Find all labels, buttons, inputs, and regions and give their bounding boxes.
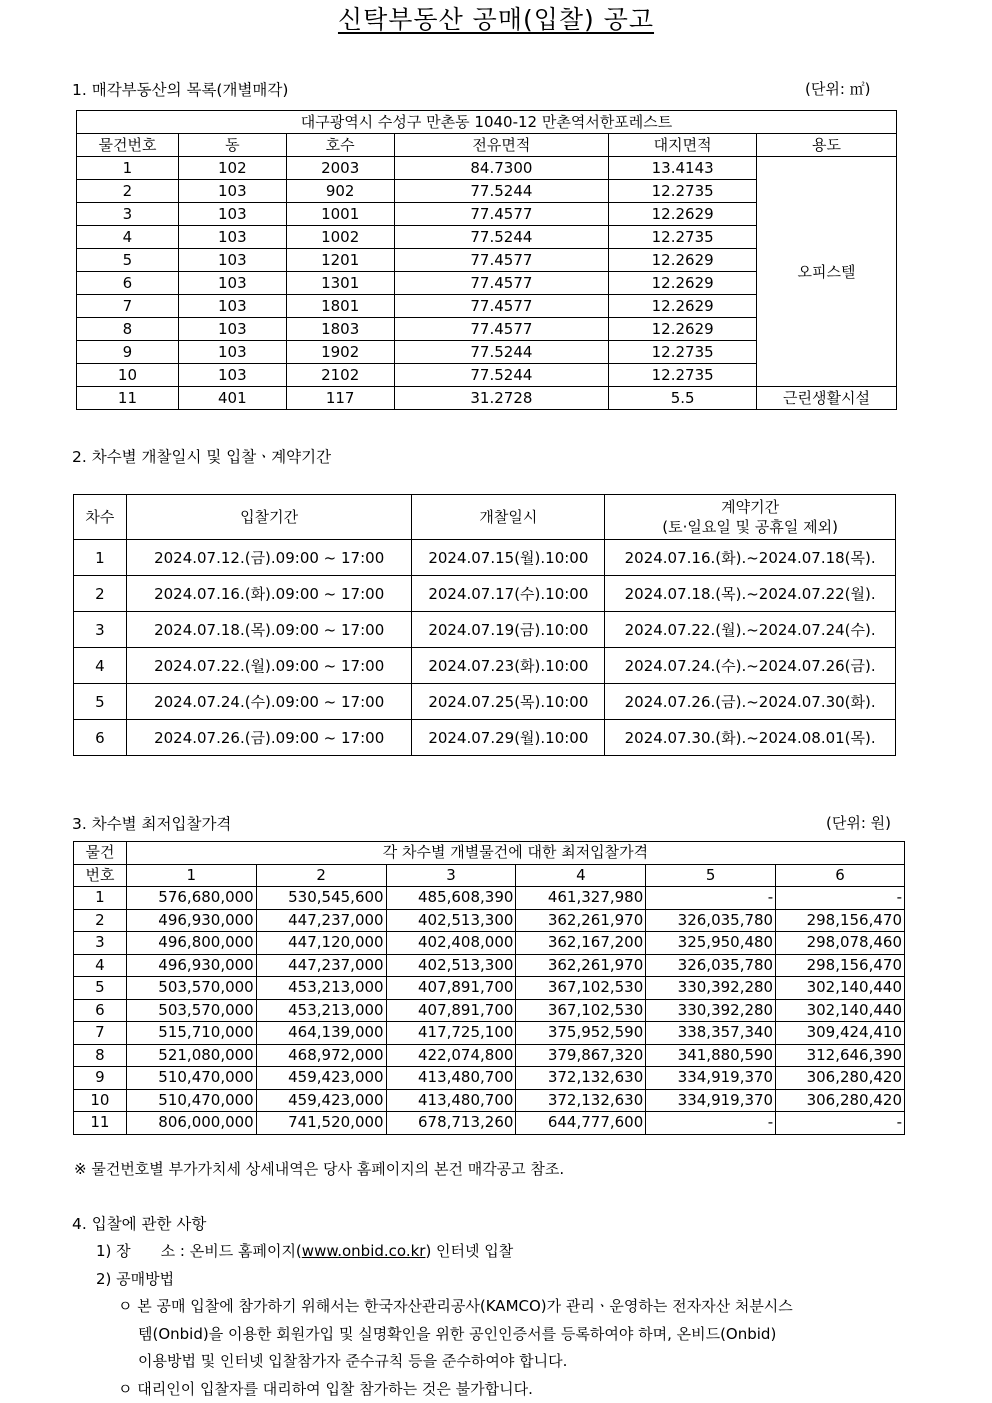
item-number: 6 (74, 999, 127, 1022)
table-row (74, 720, 896, 756)
table-row (74, 684, 896, 720)
table-cell: 84.7300 (394, 157, 609, 180)
table-cell: 4 (77, 226, 179, 249)
price-cell: - (646, 1112, 776, 1135)
table-row (74, 1089, 905, 1112)
header-item-1: 물건 (74, 842, 127, 865)
item-number: 4 (74, 954, 127, 977)
price-cell: 447,237,000 (256, 909, 386, 932)
table-cell: 2024.07.24.(수).~2024.07.26(금). (605, 648, 896, 684)
price-cell: 496,800,000 (126, 932, 256, 955)
price-cell: 417,725,100 (386, 1022, 516, 1045)
table-cell: 7 (77, 295, 179, 318)
table-cell: 12.2629 (609, 295, 757, 318)
table-cell: 1301 (286, 272, 394, 295)
section3-unit: (단위: 원) (826, 814, 891, 832)
price-cell: 503,570,000 (126, 977, 256, 1000)
column-header: 용도 (757, 134, 897, 157)
section2-heading: 2. 차수별 개찰일시 및 입찰ㆍ계약기간 (72, 448, 332, 466)
price-table (73, 841, 905, 1135)
price-cell: 453,213,000 (256, 977, 386, 1000)
table-cell: 8 (77, 318, 179, 341)
column-header: 동 (178, 134, 286, 157)
price-cell: 298,156,470 (776, 909, 905, 932)
table-cell: 6 (74, 720, 127, 756)
price-cell: 503,570,000 (126, 999, 256, 1022)
column-header: 물건번호 (77, 134, 179, 157)
table-row (74, 909, 905, 932)
price-cell: 510,470,000 (126, 1089, 256, 1112)
table-row (77, 387, 897, 410)
table-cell: 13.4143 (609, 157, 757, 180)
section1-heading: 1. 매각부동산의 목록(개별매각) (72, 81, 289, 99)
price-cell: 521,080,000 (126, 1044, 256, 1067)
price-cell: 530,545,600 (256, 887, 386, 910)
item-number: 10 (74, 1089, 127, 1112)
table-cell: 10 (77, 364, 179, 387)
round-header: 1 (126, 864, 256, 887)
table-cell: 12.2629 (609, 272, 757, 295)
item-number: 8 (74, 1044, 127, 1067)
price-cell: 367,102,530 (516, 977, 646, 1000)
table-cell: 2024.07.26.(금).~2024.07.30(화). (605, 684, 896, 720)
table-cell: 77.5244 (394, 180, 609, 203)
header-opening: 개찰일시 (412, 495, 605, 540)
price-cell: 510,470,000 (126, 1067, 256, 1090)
price-cell: 362,167,200 (516, 932, 646, 955)
round-header: 2 (256, 864, 386, 887)
use-retail-cell: 근린생활시설 (757, 387, 897, 410)
table-cell: 12.2735 (609, 180, 757, 203)
table-cell: 117 (286, 387, 394, 410)
table-cell: 77.4577 (394, 249, 609, 272)
table-cell: 77.5244 (394, 226, 609, 249)
price-cell: 413,480,700 (386, 1067, 516, 1090)
price-cell: 413,480,700 (386, 1089, 516, 1112)
table-cell: 103 (178, 249, 286, 272)
table-cell: 103 (178, 272, 286, 295)
table-cell: 103 (178, 364, 286, 387)
schedule-table (73, 494, 896, 756)
round-header: 4 (516, 864, 646, 887)
table-cell: 2024.07.19(금).10:00 (412, 612, 605, 648)
table-cell: 12.2629 (609, 318, 757, 341)
price-cell: 407,891,700 (386, 999, 516, 1022)
table-cell: 2024.07.18.(목).~2024.07.22(월). (605, 576, 896, 612)
price-cell: - (776, 1112, 905, 1135)
price-cell: 302,140,440 (776, 977, 905, 1000)
price-cell: 741,520,000 (256, 1112, 386, 1135)
price-cell: 330,392,280 (646, 999, 776, 1022)
section4-heading: 4. 입찰에 관한 사항 (72, 1215, 207, 1233)
table-cell: 2024.07.26.(금).09:00 ~ 17:00 (126, 720, 412, 756)
table-row (77, 157, 897, 180)
table-cell: 1801 (286, 295, 394, 318)
item-number: 7 (74, 1022, 127, 1045)
item-number: 2 (74, 909, 127, 932)
table-row (74, 1112, 905, 1135)
price-cell: 464,139,000 (256, 1022, 386, 1045)
round-header: 3 (386, 864, 516, 887)
table-cell: 77.5244 (394, 341, 609, 364)
header-span: 각 차수별 개별물건에 대한 최저입찰가격 (126, 842, 904, 865)
table-row (74, 887, 905, 910)
price-cell: 422,074,800 (386, 1044, 516, 1067)
table-row (74, 954, 905, 977)
table-cell: 4 (74, 648, 127, 684)
table-row (74, 932, 905, 955)
section3-heading: 3. 차수별 최저입찰가격 (72, 815, 232, 833)
price-cell: 298,156,470 (776, 954, 905, 977)
table-cell: 1902 (286, 341, 394, 364)
table-cell: 401 (178, 387, 286, 410)
table-cell: 103 (178, 341, 286, 364)
table-row (74, 576, 896, 612)
round-header: 6 (776, 864, 905, 887)
table-row (74, 1067, 905, 1090)
bid-method: 2) 공매방법 (96, 1270, 175, 1288)
price-cell: 447,237,000 (256, 954, 386, 977)
table-cell: 2024.07.16.(화).~2024.07.18(목). (605, 540, 896, 576)
price-cell: 576,680,000 (126, 887, 256, 910)
bid-place (96, 1240, 513, 1261)
price-cell: 468,972,000 (256, 1044, 386, 1067)
header-round: 차수 (74, 495, 127, 540)
table-cell: 77.4577 (394, 203, 609, 226)
table-row (74, 612, 896, 648)
price-cell: 372,132,630 (516, 1089, 646, 1112)
table-cell: 2024.07.12.(금).09:00 ~ 17:00 (126, 540, 412, 576)
table-cell: 2024.07.16.(화).09:00 ~ 17:00 (126, 576, 412, 612)
price-cell: 338,357,340 (646, 1022, 776, 1045)
table-cell: 12.2629 (609, 249, 757, 272)
price-cell: 447,120,000 (256, 932, 386, 955)
table-cell: 2 (74, 576, 127, 612)
header-contract (605, 495, 896, 540)
table-cell: 1803 (286, 318, 394, 341)
header-item-2: 번호 (74, 864, 127, 887)
table-cell: 103 (178, 318, 286, 341)
table-cell: 3 (77, 203, 179, 226)
bid-place-suffix: ) 인터넷 입찰 (425, 1242, 514, 1260)
price-cell: 330,392,280 (646, 977, 776, 1000)
table-cell: 77.4577 (394, 272, 609, 295)
table-row (74, 540, 896, 576)
table-cell: 2024.07.15(월).10:00 (412, 540, 605, 576)
price-cell: 379,867,320 (516, 1044, 646, 1067)
table-row (74, 648, 896, 684)
table-cell: 102 (178, 157, 286, 180)
table-cell: 2 (77, 180, 179, 203)
table-cell: 77.5244 (394, 364, 609, 387)
table-cell: 103 (178, 295, 286, 318)
table-cell: 902 (286, 180, 394, 203)
header-bid-period: 입찰기간 (126, 495, 412, 540)
table-cell: 9 (77, 341, 179, 364)
price-cell: 402,513,300 (386, 954, 516, 977)
table-row (74, 977, 905, 1000)
price-cell: 334,919,370 (646, 1089, 776, 1112)
price-cell: 806,000,000 (126, 1112, 256, 1135)
header-contract-line1: 계약기간 (721, 498, 780, 516)
price-cell: 515,710,000 (126, 1022, 256, 1045)
price-cell: 407,891,700 (386, 977, 516, 1000)
price-cell: 372,132,630 (516, 1067, 646, 1090)
price-cell: 402,513,300 (386, 909, 516, 932)
onbid-link[interactable]: www.onbid.co.kr (301, 1242, 426, 1260)
vat-note: ※ 물건번호별 부가가치세 상세내역은 당사 홈페이지의 본건 매각공고 참조. (74, 1160, 565, 1178)
table-cell: 1 (77, 157, 179, 180)
price-cell: 334,919,370 (646, 1067, 776, 1090)
page-title: 신탁부동산 공매(입찰) 공고 (337, 5, 655, 34)
header-contract-line2: (토·일요일 및 공휴일 제외) (662, 518, 838, 536)
price-cell: 306,280,420 (776, 1089, 905, 1112)
table-row (74, 999, 905, 1022)
price-cell: 375,952,590 (516, 1022, 646, 1045)
table-cell: 2024.07.18.(목).09:00 ~ 17:00 (126, 612, 412, 648)
price-cell: 644,777,600 (516, 1112, 646, 1135)
section1-unit: (단위: ㎡) (805, 80, 871, 98)
price-cell: 453,213,000 (256, 999, 386, 1022)
table-cell: 6 (77, 272, 179, 295)
price-cell: 496,930,000 (126, 909, 256, 932)
column-header: 전유면적 (394, 134, 609, 157)
price-cell: 326,035,780 (646, 909, 776, 932)
table-row (74, 1044, 905, 1067)
bullet1-line2: 템(Onbid)을 이용한 회원가입 및 실명확인을 위한 공인인증서를 등록하여야 하며, 온비드(Onbid) (138, 1325, 777, 1343)
price-cell: 459,423,000 (256, 1067, 386, 1090)
price-cell: 367,102,530 (516, 999, 646, 1022)
address-cell: 대구광역시 수성구 만촌동 1040-12 만촌역서한포레스트 (77, 111, 897, 134)
table-cell: 2102 (286, 364, 394, 387)
table-cell: 1002 (286, 226, 394, 249)
price-cell: - (776, 887, 905, 910)
bullet2: ㅇ 대리인이 입찰자를 대리하여 입찰 참가하는 것은 불가합니다. (118, 1380, 533, 1398)
item-number: 1 (74, 887, 127, 910)
price-cell: 326,035,780 (646, 954, 776, 977)
bullet1-line1: ㅇ 본 공매 입찰에 참가하기 위해서는 한국자산관리공사(KAMCO)가 관리ㆍ운영하는 전자자산 처분시스 (118, 1297, 793, 1315)
price-cell: 496,930,000 (126, 954, 256, 977)
table-cell: 2024.07.30.(화).~2024.08.01(목). (605, 720, 896, 756)
price-cell: 298,078,460 (776, 932, 905, 955)
price-cell: 306,280,420 (776, 1067, 905, 1090)
price-cell: 402,408,000 (386, 932, 516, 955)
price-cell: 302,140,440 (776, 999, 905, 1022)
table-cell: 5.5 (609, 387, 757, 410)
round-header: 5 (646, 864, 776, 887)
bid-place-prefix: 1) 장 소 : 온비드 홈페이지( (96, 1242, 302, 1260)
table-cell: 77.4577 (394, 295, 609, 318)
price-cell: 461,327,980 (516, 887, 646, 910)
table-cell: 2024.07.23(화).10:00 (412, 648, 605, 684)
table-cell: 1 (74, 540, 127, 576)
table-row (74, 1022, 905, 1045)
column-header: 대지면적 (609, 134, 757, 157)
table-cell: 2024.07.17(수).10:00 (412, 576, 605, 612)
table-cell: 2003 (286, 157, 394, 180)
table-cell: 1001 (286, 203, 394, 226)
table-cell: 12.2735 (609, 341, 757, 364)
table-cell: 3 (74, 612, 127, 648)
table-cell: 12.2735 (609, 364, 757, 387)
table-cell: 5 (77, 249, 179, 272)
table-cell: 2024.07.22.(월).09:00 ~ 17:00 (126, 648, 412, 684)
table-cell: 2024.07.22.(월).~2024.07.24(수). (605, 612, 896, 648)
column-header: 호수 (286, 134, 394, 157)
table-cell: 77.4577 (394, 318, 609, 341)
table-cell: 12.2735 (609, 226, 757, 249)
use-office-cell: 오피스텔 (757, 157, 897, 387)
table-cell: 11 (77, 387, 179, 410)
property-list-table (76, 110, 897, 410)
table-cell: 103 (178, 203, 286, 226)
price-cell: 341,880,590 (646, 1044, 776, 1067)
price-cell: 485,608,390 (386, 887, 516, 910)
table-cell: 103 (178, 180, 286, 203)
price-cell: 362,261,970 (516, 909, 646, 932)
table-header-row (77, 134, 897, 157)
price-cell: 312,646,390 (776, 1044, 905, 1067)
table-cell: 2024.07.29(월).10:00 (412, 720, 605, 756)
table-cell: 12.2629 (609, 203, 757, 226)
price-cell: 459,423,000 (256, 1089, 386, 1112)
table-cell: 1201 (286, 249, 394, 272)
table-cell: 2024.07.25(목).10:00 (412, 684, 605, 720)
price-cell: 678,713,260 (386, 1112, 516, 1135)
table-cell: 31.2728 (394, 387, 609, 410)
table-cell: 5 (74, 684, 127, 720)
item-number: 11 (74, 1112, 127, 1135)
table-cell: 103 (178, 226, 286, 249)
price-cell: - (646, 887, 776, 910)
item-number: 5 (74, 977, 127, 1000)
table-cell: 2024.07.24.(수).09:00 ~ 17:00 (126, 684, 412, 720)
price-cell: 325,950,480 (646, 932, 776, 955)
bullet1-line3: 이용방법 및 인터넷 입찰참가자 준수규칙 등을 준수하여야 합니다. (138, 1352, 568, 1370)
item-number: 9 (74, 1067, 127, 1090)
price-cell: 362,261,970 (516, 954, 646, 977)
item-number: 3 (74, 932, 127, 955)
price-cell: 309,424,410 (776, 1022, 905, 1045)
